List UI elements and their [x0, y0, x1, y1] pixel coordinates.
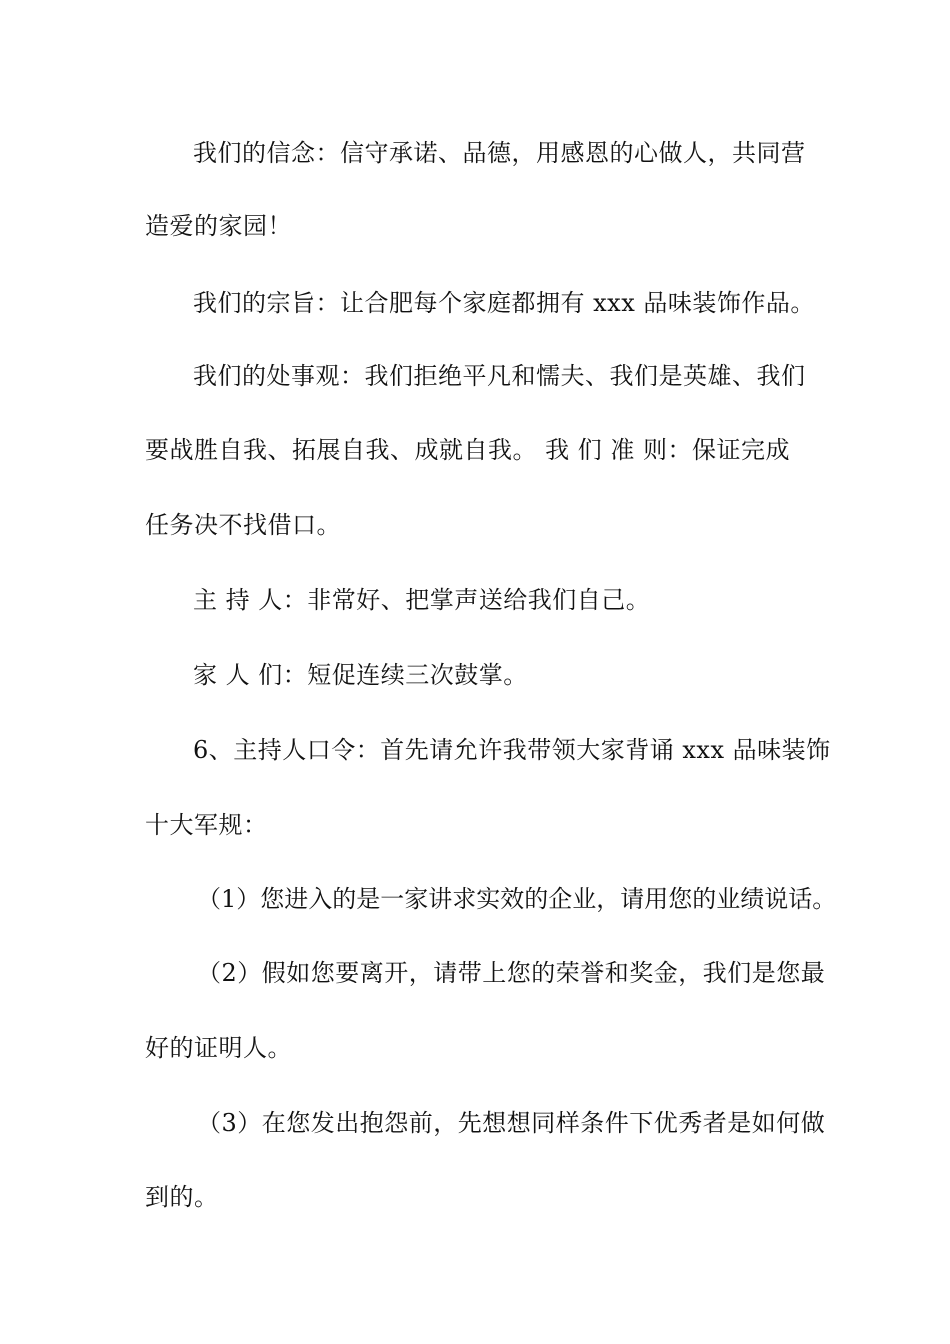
paragraph-command-line-2: 十大军规： — [145, 811, 268, 839]
rule-2-line-1: （2）假如您要离开，请带上您的荣誉和奖金，我们是您最 — [197, 959, 826, 987]
rule-3-line-1: （3）在您发出抱怨前，先想想同样条件下优秀者是如何做 — [197, 1109, 826, 1137]
paragraph-purpose: 我们的宗旨：让合肥每个家庭都拥有 xxx 品味装饰作品。 — [193, 289, 815, 317]
rule-3-line-2: 到的。 — [145, 1183, 219, 1211]
rule-2-line-2: 好的证明人。 — [145, 1034, 292, 1062]
paragraph-outlook-line-3: 任务决不找借口。 — [145, 511, 341, 539]
paragraph-outlook-line-1: 我们的处事观：我们拒绝平凡和懦夫、我们是英雄、我们 — [193, 362, 806, 390]
rule-1-line-1: （1）您进入的是一家讲求实效的企业，请用您的业绩说话。 — [197, 885, 837, 913]
paragraph-command-line-1: 6、主持人口令：首先请允许我带领大家背诵 xxx 品味装饰 — [193, 736, 831, 764]
paragraph-belief-line-1: 我们的信念：信守承诺、品德，用感恩的心做人，共同营 — [193, 139, 806, 167]
paragraph-outlook-line-2: 要战胜自我、拓展自我、成就自我。 我 们 准 则：保证完成 — [145, 436, 791, 464]
paragraph-host-line: 主 持 人：非常好、把掌声送给我们自己。 — [193, 586, 651, 614]
paragraph-belief-line-2: 造爱的家园！ — [145, 212, 292, 240]
paragraph-family-line: 家 人 们：短促连续三次鼓掌。 — [193, 661, 528, 689]
